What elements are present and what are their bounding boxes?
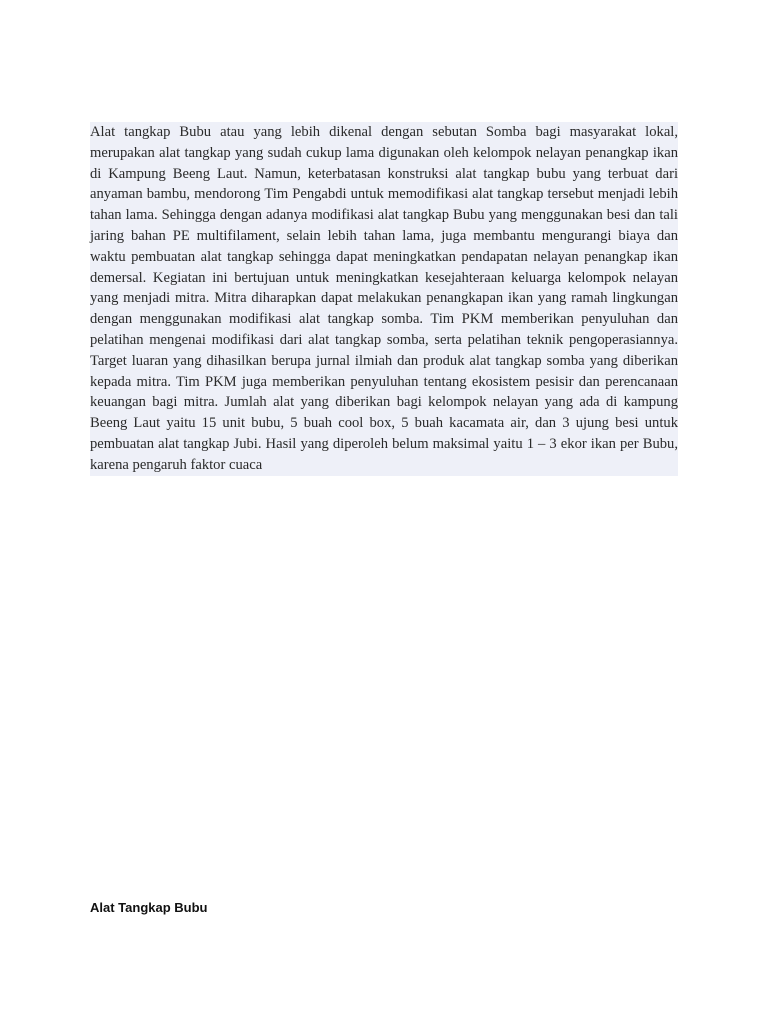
abstract-paragraph: Alat tangkap Bubu atau yang lebih dikenal dengan sebutan Somba bagi masyarakat lokal, merupakan alat tangkap yang sudah cukup lama digunakan oleh kelompok nelayan penangkap ikan di Kampung Beeng Laut. Namun, keterbatasan konstruksi alat tangkap bubu yang terbuat dari anyaman bambu, mendorong Tim Pengabdi untuk memodifikasi alat tangkap tersebut menjadi lebih tahan lama. Sehingga dengan adanya modifikasi alat tangkap Bubu yang menggunakan besi dan tali jaring bahan PE multifilament, selain lebih tahan lama, juga membantu mengurangi biaya dan waktu pembuatan alat tangkap sehingga dapat meningkatkan pendapatan nelayan penangkap ikan demersal. Kegiatan ini bertujuan untuk meningkatkan kesejahteraan keluarga kelompok nelayan yang menjadi mitra. Mitra diharapkan dapat melakukan penangkapan ikan yang ramah lingkungan dengan menggunakan modifikasi alat tangkap somba. Tim PKM memberikan penyuluhan dan pelatihan mengenai modifikasi dari alat tangkap somba, serta pelatihan teknik pengoperasiannya. Target luaran yang dihasilkan berupa jurnal ilmiah dan produk alat tangkap somba yang diberikan kepada mitra. Tim PKM juga memberikan penyuluhan tentang ekosistem pesisir dan perencanaan keuangan bagi mitra. Jumlah alat yang diberikan bagi kelompok nelayan yang ada di kampung Beeng Laut yaitu 15 unit bubu, 5 buah cool box, 5 buah kacamata air, dan 3 ujung besi untuk pembuatan alat tangkap Jubi. Hasil yang diperoleh belum maksimal yaitu 1 – 3 ekor ikan per Bubu, karena pengaruh faktor cuaca (90, 122, 678, 476)
figure-caption: Alat Tangkap Bubu (90, 900, 208, 915)
